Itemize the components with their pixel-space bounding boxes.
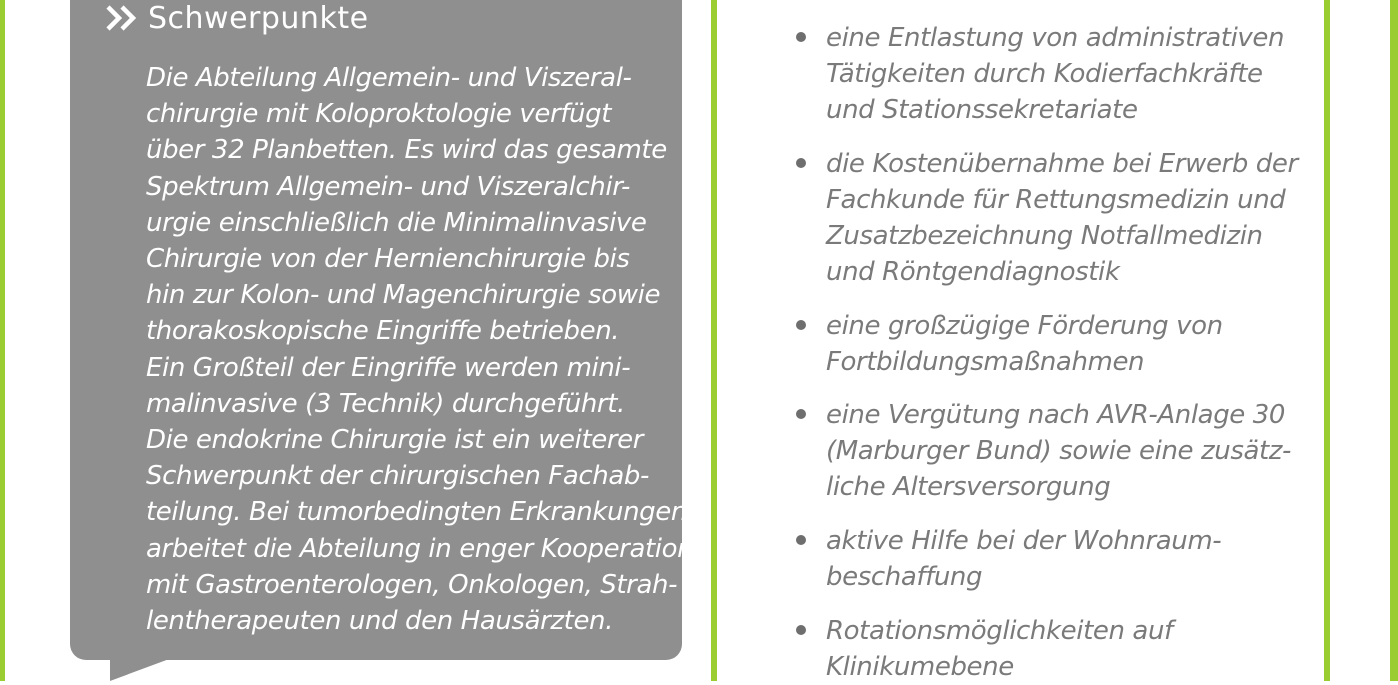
list-item-text — [826, 20, 1284, 128]
list-item-line: Rotationsmöglichkeiten auf — [826, 616, 1173, 646]
paragraph-line: Ein Großteil der Eingriffe werden mini- — [146, 352, 631, 383]
list-item-line: liche Altersversorgung — [826, 472, 1111, 502]
paragraph-line: Spektrum Allgemein- und Viszeralchir- — [146, 171, 631, 202]
list-item-text — [826, 146, 1298, 290]
list-item-text — [826, 397, 1291, 505]
list-item-line: die Kostenübernahme bei Erwerb der — [826, 149, 1298, 179]
paragraph-line: mit Gastroenterologen, Onkologen, Strah- — [146, 569, 678, 600]
list-item-line: eine großzügige Förderung von — [826, 311, 1223, 341]
list-item-line: Fachkunde für Rettungsmedizin und — [826, 185, 1286, 215]
paragraph-line: thorakoskopische Eingriffe betrieben. — [146, 316, 620, 347]
paragraph-line: urgie einschließlich die Minimalinvasive — [146, 207, 647, 238]
paragraph-line: über 32 Planbetten. Es wird das gesamte — [146, 135, 667, 166]
list-item-line: beschaffung — [826, 562, 983, 592]
bullet-dot-icon — [796, 320, 806, 330]
bullet-dot-icon — [796, 535, 806, 545]
column-divider-left — [711, 0, 717, 681]
list-item-line: eine Vergütung nach AVR-Anlage 30 — [826, 400, 1286, 430]
list-item-line: Zusatzbezeichnung Notfallmedizin — [826, 221, 1263, 251]
list-item-text — [826, 613, 1173, 685]
left-accent-bar — [0, 0, 5, 681]
paragraph-line: malinvasive (3 Technik) durchgeführt. — [146, 388, 625, 419]
list-item-line: Tätigkeiten durch Kodierfachkräfte — [826, 59, 1263, 89]
list-item-text — [826, 523, 1221, 595]
list-item-line: (Marburger Bund) sowie eine zusätz- — [826, 436, 1292, 466]
list-item-line: und Stationssekretariate — [826, 95, 1138, 125]
paragraph-line: Die endokrine Chirurgie ist ein weiterer — [146, 425, 644, 456]
bullet-dot-icon — [796, 409, 806, 419]
right-accent-bar — [1390, 0, 1398, 681]
bullet-dot-icon — [796, 625, 806, 635]
paragraph-line: hin zur Kolon- und Magenchirurgie sowie — [146, 280, 661, 311]
paragraph-line: Die Abteilung Allgemein- und Viszeral- — [146, 63, 632, 93]
list-item-line: eine Entlastung von administrativen — [826, 23, 1285, 53]
schwerpunkte-paragraph — [146, 60, 694, 639]
double-chevron-right-icon — [104, 3, 142, 33]
paragraph-line: teilung. Bei tumorbedingten Erkrankungen — [146, 497, 687, 528]
schwerpunkte-heading-text: Schwerpunkte — [148, 0, 369, 36]
paragraph-line: Chirurgie von der Hernienchirurgie bis — [146, 244, 630, 275]
column-divider-right — [1324, 0, 1330, 681]
schwerpunkte-heading — [104, 0, 369, 38]
paragraph-line: Schwerpunkt der chirurgischen Fachab- — [146, 461, 649, 492]
bullet-dot-icon — [796, 32, 806, 42]
list-item-line: aktive Hilfe bei der Wohnraum- — [826, 526, 1222, 556]
list-item-line: und Röntgendiagnostik — [826, 257, 1120, 287]
list-item-line: Fortbildungsmaßnahmen — [826, 347, 1145, 377]
bullet-dot-icon — [796, 158, 806, 168]
list-item-line: Klinikumebene — [826, 652, 1014, 682]
paragraph-line: lentherapeuten und den Hausärzten. — [146, 606, 613, 637]
list-item-text — [826, 308, 1223, 380]
paragraph-line: chirurgie mit Koloproktologie verfügt — [146, 99, 611, 130]
paragraph-line: arbeitet die Abteilung in enger Kooperation — [146, 533, 694, 564]
